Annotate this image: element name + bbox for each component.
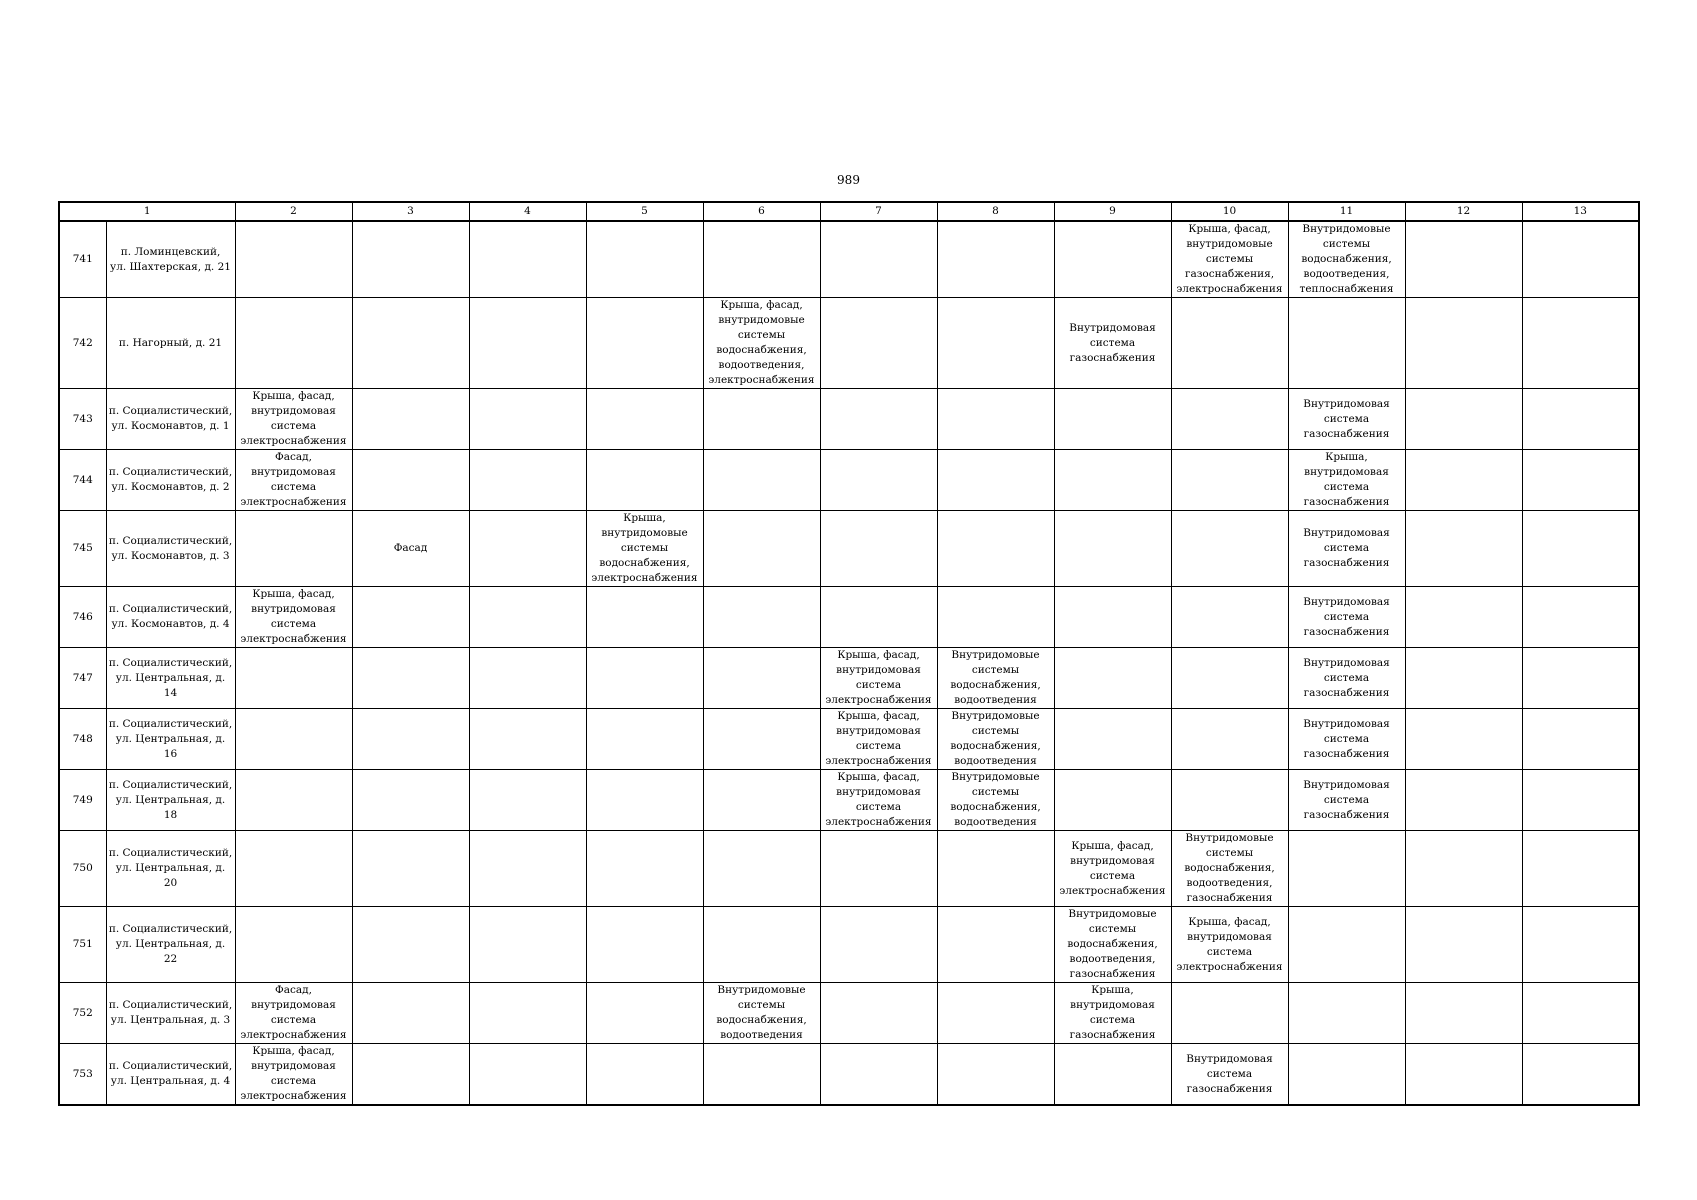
work-cell-col-11: Внутридомовая система газоснабжения [1288, 770, 1405, 831]
work-cell-col-13 [1522, 648, 1639, 709]
work-cell-col-2 [235, 831, 352, 907]
address-cell [106, 587, 235, 648]
work-cell-col-5 [586, 770, 703, 831]
work-cell-col-3 [352, 770, 469, 831]
work-cell-col-13 [1522, 770, 1639, 831]
work-cell-col-9: Крыша, фасад, внутридомовая система электроснабжения [1054, 831, 1171, 907]
header-col-5: 5 [586, 202, 703, 221]
work-cell-col-4 [469, 587, 586, 648]
work-cell-col-4 [469, 389, 586, 450]
work-cell-col-11 [1288, 907, 1405, 983]
work-cell-col-6 [703, 831, 820, 907]
work-cell-col-3 [352, 907, 469, 983]
work-cell-col-6 [703, 389, 820, 450]
row-number: 745 [59, 511, 106, 587]
work-cell-col-3 [352, 1044, 469, 1106]
work-cell-col-6 [703, 907, 820, 983]
work-cell-col-10 [1171, 450, 1288, 511]
table-row [59, 983, 1639, 1044]
work-cell-col-6 [703, 511, 820, 587]
row-number: 750 [59, 831, 106, 907]
work-cell-col-10: Внутридомовая система газоснабжения [1171, 1044, 1288, 1106]
work-cell-col-13 [1522, 221, 1639, 298]
address-line: ул. Космонавтов, д. 2 [111, 481, 230, 493]
work-cell-col-10 [1171, 648, 1288, 709]
address-line: ул. Шахтерская, д. 21 [110, 260, 231, 273]
work-cell-col-9 [1054, 709, 1171, 770]
work-cell-col-10 [1171, 770, 1288, 831]
work-cell-col-12 [1405, 1044, 1522, 1106]
address-line: ул. Космонавтов, д. 3 [111, 549, 230, 562]
address-line: ул. Центральная, д. 20 [115, 862, 226, 889]
table-row [59, 587, 1639, 648]
work-cell-col-11: Внутридомовая система газоснабжения [1288, 511, 1405, 587]
work-cell-col-4 [469, 1044, 586, 1106]
header-col-8: 8 [937, 202, 1054, 221]
table-row [59, 907, 1639, 983]
address-line: п. Социалистический, [108, 999, 233, 1011]
work-cell-col-11: Крыша, внутридомовая система газоснабжения [1288, 450, 1405, 511]
work-cell-col-12 [1405, 770, 1522, 831]
work-cell-col-13 [1522, 709, 1639, 770]
work-cell-col-6: Крыша, фасад, внутридомовые системы водоснабжения, водоотведения, электроснабжения [703, 298, 820, 389]
address-line: ул. Космонавтов, д. 1 [111, 420, 230, 432]
work-cell-col-8 [937, 511, 1054, 587]
work-cell-col-5 [586, 831, 703, 907]
work-cell-col-2: Крыша, фасад, внутридомовая система электроснабжения [235, 1044, 352, 1106]
header-col-10: 10 [1171, 202, 1288, 221]
work-cell-col-5 [586, 221, 703, 298]
work-cell-col-12 [1405, 511, 1522, 587]
work-cell-col-13 [1522, 450, 1639, 511]
work-cell-col-9 [1054, 648, 1171, 709]
header-col-2: 2 [235, 202, 352, 221]
work-cell-col-12 [1405, 389, 1522, 450]
work-cell-col-4 [469, 709, 586, 770]
work-cell-col-8 [937, 831, 1054, 907]
repair-schedule-table [58, 201, 1640, 1106]
address-cell [106, 1044, 235, 1106]
header-row [59, 202, 1639, 221]
work-cell-col-9: Крыша, внутридомовая система газоснабжения [1054, 983, 1171, 1044]
work-cell-col-12 [1405, 648, 1522, 709]
work-cell-col-6 [703, 648, 820, 709]
work-cell-col-5 [586, 709, 703, 770]
work-cell-col-6 [703, 709, 820, 770]
address-line: п. Социалистический, [108, 847, 233, 859]
address-cell [106, 298, 235, 389]
address-line: ул. Центральная, д. 16 [115, 732, 226, 760]
work-cell-col-5 [586, 1044, 703, 1106]
work-cell-col-12 [1405, 831, 1522, 907]
work-cell-col-11: Внутридомовые системы водоснабжения, водоотведения, теплоснабжения [1288, 221, 1405, 298]
work-cell-col-11: Внутридомовая система газоснабжения [1288, 709, 1405, 770]
address-cell [106, 450, 235, 511]
work-cell-col-2: Крыша, фасад, внутридомовая система электроснабжения [235, 587, 352, 648]
work-cell-col-4 [469, 831, 586, 907]
work-cell-col-11 [1288, 1044, 1405, 1106]
work-cell-col-8: Внутридомовые системы водоснабжения, водоотведения [937, 709, 1054, 770]
work-cell-col-11 [1288, 831, 1405, 907]
work-cell-col-4 [469, 648, 586, 709]
row-number: 748 [59, 709, 106, 770]
work-cell-col-12 [1405, 709, 1522, 770]
work-cell-col-5 [586, 587, 703, 648]
work-cell-col-10 [1171, 511, 1288, 587]
work-cell-col-2 [235, 709, 352, 770]
address-line: п. Ломинцевский, [120, 245, 221, 258]
work-cell-col-3 [352, 221, 469, 298]
address-line: п. Социалистический, [108, 466, 233, 478]
work-cell-col-10 [1171, 709, 1288, 770]
work-cell-col-6 [703, 221, 820, 298]
row-number: 747 [59, 648, 106, 709]
work-cell-col-7 [820, 298, 937, 389]
work-cell-col-9 [1054, 389, 1171, 450]
row-number: 753 [59, 1044, 106, 1106]
work-cell-col-3 [352, 983, 469, 1044]
work-cell-col-2: Фасад, внутридомовая система электроснабжения [235, 983, 352, 1044]
work-cell-col-13 [1522, 298, 1639, 389]
work-cell-col-3 [352, 648, 469, 709]
work-cell-col-2: Крыша, фасад, внутридомовая система электроснабжения [235, 389, 352, 450]
work-cell-col-2: Фасад, внутридомовая система электроснабжения [235, 450, 352, 511]
work-cell-col-2 [235, 298, 352, 389]
work-cell-col-13 [1522, 587, 1639, 648]
table-row [59, 450, 1639, 511]
work-cell-col-2 [235, 511, 352, 587]
address-line: п. Социалистический, [108, 405, 233, 417]
address-cell [106, 648, 235, 709]
page-number: 989 [837, 173, 860, 187]
header-col-12: 12 [1405, 202, 1522, 221]
work-cell-col-13 [1522, 983, 1639, 1044]
row-number: 744 [59, 450, 106, 511]
work-cell-col-8 [937, 389, 1054, 450]
work-cell-col-3 [352, 587, 469, 648]
header-col-4: 4 [469, 202, 586, 221]
address-line: п. Социалистический, [108, 1060, 233, 1072]
work-cell-col-8 [937, 221, 1054, 298]
work-cell-col-4 [469, 907, 586, 983]
work-cell-col-7 [820, 983, 937, 1044]
work-cell-col-7 [820, 831, 937, 907]
work-cell-col-6 [703, 450, 820, 511]
work-cell-col-8 [937, 983, 1054, 1044]
work-cell-col-7 [820, 450, 937, 511]
work-cell-col-8 [937, 907, 1054, 983]
address-cell [106, 831, 235, 907]
work-cell-col-9 [1054, 587, 1171, 648]
work-cell-col-2 [235, 907, 352, 983]
address-cell [106, 221, 235, 298]
address-line: п. Социалистический, [108, 778, 233, 791]
work-cell-col-9 [1054, 450, 1171, 511]
work-cell-col-10 [1171, 983, 1288, 1044]
work-cell-col-8 [937, 450, 1054, 511]
work-cell-col-5 [586, 983, 703, 1044]
work-cell-col-5 [586, 298, 703, 389]
work-cell-col-3 [352, 831, 469, 907]
work-cell-col-6: Внутридомовые системы водоснабжения, водоотведения [703, 983, 820, 1044]
work-cell-col-11 [1288, 298, 1405, 389]
work-cell-col-9: Внутридомовая система газоснабжения [1054, 298, 1171, 389]
work-cell-col-3: Фасад [352, 511, 469, 587]
table-row [59, 831, 1639, 907]
work-cell-col-7 [820, 587, 937, 648]
work-cell-col-11: Внутридомовая система газоснабжения [1288, 648, 1405, 709]
work-cell-col-10 [1171, 587, 1288, 648]
work-cell-col-2 [235, 648, 352, 709]
row-number: 746 [59, 587, 106, 648]
work-cell-col-7: Крыша, фасад, внутридомовая система электроснабжения [820, 709, 937, 770]
work-cell-col-10: Внутридомовые системы водоснабжения, водоотведения, газоснабжения [1171, 831, 1288, 907]
address-line: ул. Космонавтов, д. 4 [111, 618, 230, 630]
work-cell-col-6 [703, 770, 820, 831]
header-col-6: 6 [703, 202, 820, 221]
header-col-3: 3 [352, 202, 469, 221]
address-line: п. Нагорный, д. 21 [118, 336, 223, 349]
work-cell-col-3 [352, 389, 469, 450]
work-cell-col-2 [235, 221, 352, 298]
work-cell-col-6 [703, 587, 820, 648]
address-line: ул. Центральная, д. 3 [110, 1014, 231, 1026]
header-col-1: 1 [59, 202, 235, 221]
work-cell-col-5: Крыша, внутридомовые системы водоснабжения, электроснабжения [586, 511, 703, 587]
table-row [59, 221, 1639, 298]
header-col-13: 13 [1522, 202, 1639, 221]
address-line: ул. Центральная, д. 14 [115, 671, 226, 699]
work-cell-col-7 [820, 907, 937, 983]
row-number: 749 [59, 770, 106, 831]
address-line: п. Социалистический, [108, 923, 233, 935]
work-cell-col-10 [1171, 298, 1288, 389]
header-col-9: 9 [1054, 202, 1171, 221]
address-cell [106, 389, 235, 450]
work-cell-col-13 [1522, 511, 1639, 587]
row-number: 743 [59, 389, 106, 450]
work-cell-col-13 [1522, 831, 1639, 907]
work-cell-col-7: Крыша, фасад, внутридомовая система электроснабжения [820, 648, 937, 709]
address-line: ул. Центральная, д. 18 [115, 793, 226, 821]
work-cell-col-7 [820, 1044, 937, 1106]
work-cell-col-11 [1288, 983, 1405, 1044]
table-row [59, 1044, 1639, 1106]
work-cell-col-13 [1522, 1044, 1639, 1106]
address-line: ул. Центральная, д. 22 [115, 938, 226, 965]
address-line: п. Социалистический, [108, 656, 233, 669]
address-cell [106, 983, 235, 1044]
work-cell-col-13 [1522, 907, 1639, 983]
work-cell-col-9: Внутридомовые системы водоснабжения, водоотведения, газоснабжения [1054, 907, 1171, 983]
work-cell-col-10: Крыша, фасад, внутридомовые системы газоснабжения, электроснабжения [1171, 221, 1288, 298]
work-cell-col-5 [586, 389, 703, 450]
work-cell-col-12 [1405, 221, 1522, 298]
work-cell-col-4 [469, 983, 586, 1044]
work-cell-col-12 [1405, 298, 1522, 389]
work-cell-col-5 [586, 907, 703, 983]
work-cell-col-4 [469, 298, 586, 389]
work-cell-col-9 [1054, 221, 1171, 298]
row-number: 752 [59, 983, 106, 1044]
work-cell-col-4 [469, 511, 586, 587]
work-cell-col-5 [586, 648, 703, 709]
row-number: 741 [59, 221, 106, 298]
work-cell-col-7: Крыша, фасад, внутридомовая система электроснабжения [820, 770, 937, 831]
work-cell-col-5 [586, 450, 703, 511]
address-line: ул. Центральная, д. 4 [110, 1075, 231, 1087]
work-cell-col-8 [937, 587, 1054, 648]
work-cell-col-3 [352, 709, 469, 770]
work-cell-col-2 [235, 770, 352, 831]
work-cell-col-13 [1522, 389, 1639, 450]
work-cell-col-10: Крыша, фасад, внутридомовая система электроснабжения [1171, 907, 1288, 983]
work-cell-col-9 [1054, 770, 1171, 831]
address-cell [106, 709, 235, 770]
address-line: п. Социалистический, [108, 534, 233, 547]
work-cell-col-9 [1054, 511, 1171, 587]
work-cell-col-8: Внутридомовые системы водоснабжения, водоотведения [937, 770, 1054, 831]
header-col-11: 11 [1288, 202, 1405, 221]
address-line: п. Социалистический, [108, 717, 233, 730]
header-col-7: 7 [820, 202, 937, 221]
work-cell-col-11: Внутридомовая система газоснабжения [1288, 587, 1405, 648]
work-cell-col-4 [469, 450, 586, 511]
work-cell-col-4 [469, 770, 586, 831]
table-row [59, 298, 1639, 389]
work-cell-col-3 [352, 450, 469, 511]
table-row [59, 389, 1639, 450]
work-cell-col-7 [820, 221, 937, 298]
address-cell [106, 907, 235, 983]
address-cell [106, 511, 235, 587]
address-line: п. Социалистический, [108, 603, 233, 615]
work-cell-col-11: Внутридомовая система газоснабжения [1288, 389, 1405, 450]
work-cell-col-12 [1405, 450, 1522, 511]
work-cell-col-6 [703, 1044, 820, 1106]
work-cell-col-12 [1405, 587, 1522, 648]
work-cell-col-3 [352, 298, 469, 389]
work-cell-col-8 [937, 1044, 1054, 1106]
table-row [59, 770, 1639, 831]
work-cell-col-7 [820, 389, 937, 450]
row-number: 751 [59, 907, 106, 983]
table-row [59, 511, 1639, 587]
work-cell-col-10 [1171, 389, 1288, 450]
work-cell-col-8 [937, 298, 1054, 389]
table-row [59, 648, 1639, 709]
work-cell-col-8: Внутридомовые системы водоснабжения, водоотведения [937, 648, 1054, 709]
work-cell-col-4 [469, 221, 586, 298]
work-cell-col-7 [820, 511, 937, 587]
work-cell-col-12 [1405, 983, 1522, 1044]
table-row [59, 709, 1639, 770]
address-cell [106, 770, 235, 831]
row-number: 742 [59, 298, 106, 389]
work-cell-col-9 [1054, 1044, 1171, 1106]
work-cell-col-12 [1405, 907, 1522, 983]
